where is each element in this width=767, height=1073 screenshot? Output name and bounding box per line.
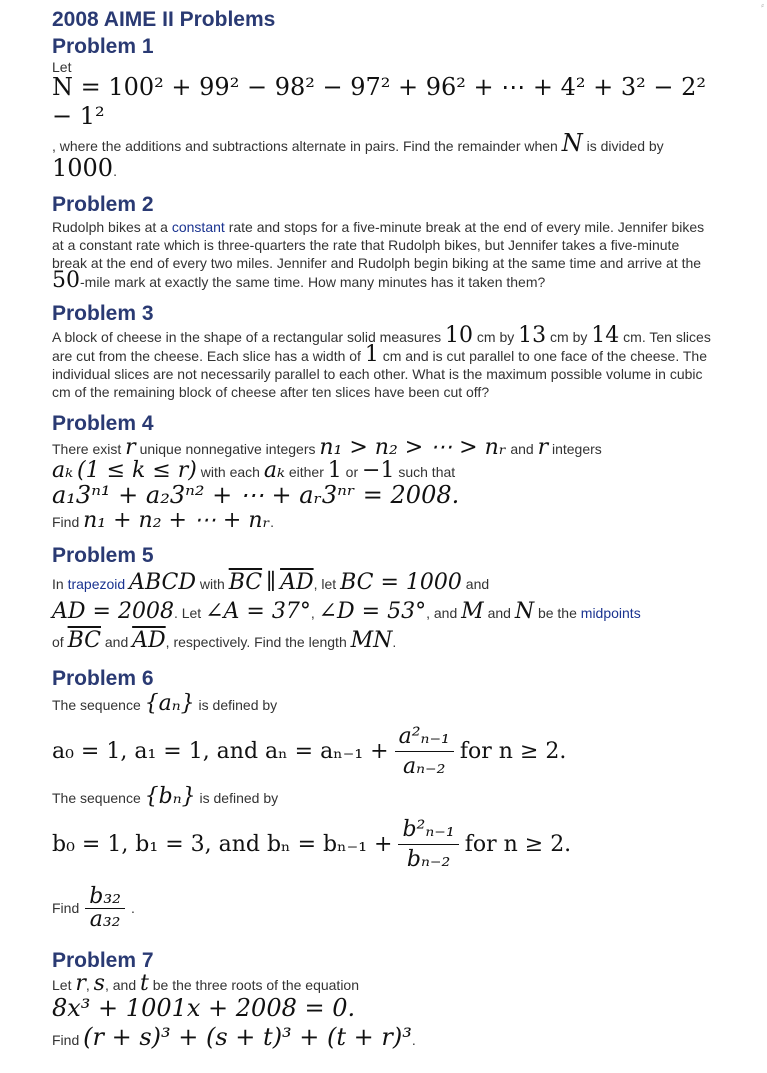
problem-5-heading: Problem 5 [52, 544, 154, 567]
problem-5-ad-equation: AD = 2008 [52, 599, 174, 624]
problem-4-text-or: or [345, 464, 359, 480]
problem-5-abcd: ABCD [129, 570, 196, 595]
problem-2-text-a: Rudolph bikes at a [52, 219, 168, 235]
problem-7-line-2 [52, 995, 717, 1024]
problem-4-heading: Problem 4 [52, 412, 154, 435]
problem-5-text-and3: and [487, 605, 511, 621]
problem-7-equation: 8x³ + 1001x + 2008 = 0. [52, 994, 356, 1022]
problem-5-text-resp: , respectively. Find the length [165, 634, 347, 650]
problem-6-text-find: Find [52, 900, 80, 916]
problem-5-bc-equation: BC = 1000 [340, 570, 462, 595]
problem-5-var-n: N [514, 599, 535, 624]
problem-6-eq-b-numerator: b²ₙ₋₁ [398, 817, 458, 845]
problem-6-find-fraction [85, 883, 125, 932]
problem-5-period: . [392, 634, 397, 650]
problem-3 [52, 301, 717, 401]
problem-5-parallel: ∥ [266, 570, 277, 595]
problem-4-text-find: Find [52, 514, 80, 530]
problem-7-var-t: t [140, 971, 149, 996]
problem-3-text-b: Ten slices are cut from the cheese. Each slice has a width of [52, 329, 711, 364]
problem-2-heading: Problem 2 [52, 193, 154, 216]
problem-6-eq-a-numerator: a²ₙ₋₁ [395, 724, 454, 752]
problem-5-line-1 [52, 569, 717, 598]
problem-7-expression: (r + s)³ + (s + t)³ + (t + r)³ [83, 1023, 412, 1051]
problem-6 [52, 666, 717, 938]
problem-5-angle-d: ∠D = 53° [318, 599, 427, 624]
problem-1-text-divided: is divided by [586, 138, 664, 154]
problem-6-text-defined-by: is defined by [198, 697, 278, 713]
problem-6-eq-a-right: for n ≥ 2. [459, 738, 567, 764]
problem-7-line-3 [52, 1024, 717, 1053]
problem-6-heading: Problem 6 [52, 667, 154, 690]
problem-5-text-and: and [465, 576, 490, 592]
problem-3-cm-end: cm. [623, 329, 646, 345]
problem-5-var-m: M [461, 599, 484, 624]
problem-6-equation-b [52, 810, 717, 878]
problem-4-minus-one: −1 [362, 458, 395, 483]
problem-3-text-a: A block of cheese in the shape of a rectangular solid measures [52, 329, 442, 345]
problem-4-text-a: There exist [52, 441, 122, 457]
problem-4-sum-n: n₁ + n₂ + ⋯ + nᵣ [83, 508, 271, 533]
problem-5 [52, 543, 717, 656]
problem-6-period: . [130, 900, 135, 916]
problem-page [52, 6, 717, 1061]
problem-5-mn: MN [350, 628, 393, 653]
problem-1-num-1000: 1000 [52, 154, 114, 182]
problem-4-text-with-each: with each [200, 464, 260, 480]
problem-4-sum-equation: a₁3ⁿ¹ + a₂3ⁿ² + ⋯ + aᵣ3ⁿʳ = 2008. [52, 481, 460, 509]
problem-5-text-let: , let [313, 576, 337, 592]
problem-6-seq-b-line [52, 785, 717, 810]
problem-7-var-r: r [75, 971, 86, 996]
problem-1-body [52, 129, 717, 182]
problem-7-var-s: s [93, 971, 105, 996]
problem-5-angle-a: ∠A = 37° [205, 599, 311, 624]
problem-1-period: . [113, 163, 117, 179]
problem-6-eq-a-denominator: aₙ₋₂ [403, 753, 446, 779]
problem-1 [52, 34, 717, 182]
problem-3-cm-by-1: cm by [476, 329, 515, 345]
constant-link[interactable]: constant [171, 219, 225, 235]
problem-6-eq-a-fraction [395, 724, 454, 779]
problem-6-text-seq-a: The sequence [52, 697, 141, 713]
problem-4-range: (1 ≤ k ≤ r) [77, 458, 197, 483]
problem-5-segment-ad2: $\overline{AD}$ [132, 628, 166, 653]
problem-6-eq-b-right: for n ≥ 2. [464, 831, 572, 857]
trapezoid-link[interactable]: trapezoid [67, 576, 126, 592]
problem-3-num-1: 1 [364, 342, 379, 367]
problem-7-text-find: Find [52, 1032, 80, 1048]
problem-5-text-be-the: be the [537, 605, 577, 621]
problem-7-heading: Problem 7 [52, 949, 154, 972]
problem-4-text-b: unique nonnegative integers [139, 441, 316, 457]
problem-7-comma: , [85, 977, 90, 993]
problem-5-text-and2: , and [426, 605, 458, 621]
problem-4-text-either: either [288, 464, 324, 480]
problem-4 [52, 411, 717, 533]
problem-4-line-4 [52, 510, 717, 533]
problem-4-line-3 [52, 483, 717, 510]
problem-1-heading: Problem 1 [52, 35, 154, 58]
problem-6-eq-b-fraction [398, 817, 458, 872]
midpoints-link[interactable]: midpoints [580, 605, 641, 621]
problem-4-line-2 [52, 460, 717, 483]
problem-5-comma: , [310, 605, 315, 621]
problem-3-heading: Problem 3 [52, 302, 154, 325]
problem-3-num-14: 14 [591, 323, 620, 348]
problem-7-text-let: Let [52, 977, 72, 993]
problem-7-period: . [411, 1032, 416, 1048]
problem-6-equation-a [52, 717, 717, 785]
problem-6-find-denominator: a₃₂ [89, 906, 121, 932]
problem-6-find-numerator: b₃₂ [85, 888, 125, 909]
problem-1-var-n: N [561, 129, 583, 157]
problem-4-inequality: n₁ > n₂ > ⋯ > nᵣ [319, 435, 507, 460]
problem-1-equation: N = 100² + 99² − 98² − 97² + 96² + ⋯ + 4² + 3² − 2² − 1² [52, 73, 707, 130]
problem-3-num-13: 13 [518, 323, 547, 348]
problem-3-text-c: cm and is cut parallel to one face of the cheese. The individual slices are not necessarily parallel to each other. What is the maximum possible volume in cubic cm of the remaining block of cheese after ten slices have been cut off? [52, 348, 707, 400]
problem-6-eq-b-left: b₀ = 1, b₁ = 3, and bₙ = bₙ₋₁ + [52, 831, 393, 857]
problem-5-line-2 [52, 598, 717, 627]
problem-4-ak: aₖ [52, 458, 74, 483]
problem-7-text-and: , and [104, 977, 137, 993]
problem-6-set-b: {bₙ} [144, 784, 196, 809]
problem-4-text-such-that: such that [398, 464, 456, 480]
problem-2 [52, 192, 717, 291]
page-title: 2008 AIME II Problems [52, 8, 276, 31]
problem-5-text-with: with [199, 576, 225, 592]
problem-6-text-defined-by-b: is defined by [199, 790, 279, 806]
problem-1-equation-line [52, 74, 717, 132]
problem-4-text-and: and [510, 441, 534, 457]
problem-6-text-seq-b: The sequence [52, 790, 141, 806]
problem-5-line-3 [52, 627, 717, 656]
problem-6-find-line [52, 878, 717, 938]
problem-5-segment-bc: $\overline{BC}$ [228, 570, 263, 595]
problem-5-text-in: In [52, 576, 64, 592]
problem-4-ak2: aₖ [263, 458, 285, 483]
problem-6-eq-a-left: a₀ = 1, a₁ = 1, and aₙ = aₙ₋₁ + [52, 738, 389, 764]
problem-4-var-r2: r [537, 435, 549, 460]
problem-6-set-a: {aₙ} [144, 691, 195, 716]
problem-4-var-r: r [125, 435, 136, 460]
problem-6-seq-a-line [52, 692, 717, 717]
problem-1-let: Let [52, 59, 72, 75]
problem-5-text-and4: and [104, 634, 129, 650]
problem-5-segment-ad: $\overline{AD}$ [280, 570, 314, 595]
problem-4-one: 1 [327, 458, 342, 483]
problem-2-num-50: 50 [52, 268, 80, 293]
problem-5-text-of: of [52, 634, 64, 650]
corner-mark: ⸗ [761, 0, 764, 10]
problem-4-line-1 [52, 437, 717, 460]
problem-4-period: . [270, 514, 275, 530]
problem-2-text-c: -mile mark at exactly the same time. How many minutes has it taken them? [80, 274, 546, 290]
problem-4-text-integers: integers [551, 441, 602, 457]
problem-7-text-roots: be the three roots of the equation [152, 977, 359, 993]
problem-3-cm-by-2: cm by [550, 329, 588, 345]
problem-1-text-where: , where the additions and subtractions alternate in pairs. Find the remainder when [52, 138, 558, 154]
problem-3-body [52, 323, 717, 401]
problem-7-line-1 [52, 971, 717, 996]
problem-7 [52, 948, 717, 1053]
problem-5-segment-bc2: $\overline{BC}$ [67, 628, 101, 653]
problem-2-text-b: rate and stops for a five-minute break at the end of every mile. Jennifer bikes at a constant rate which is three-quarters the rate that Rudolph bikes, but Jennifer takes a five-minute break at the end of every two miles. Jennifer and Rudolph begin biking at the same time and arrive at the [52, 219, 705, 271]
problem-6-eq-b-denominator: bₙ₋₂ [406, 846, 451, 872]
problem-2-body [52, 218, 717, 291]
problem-3-num-10: 10 [445, 323, 474, 348]
problem-5-text-let2: . Let [173, 605, 202, 621]
